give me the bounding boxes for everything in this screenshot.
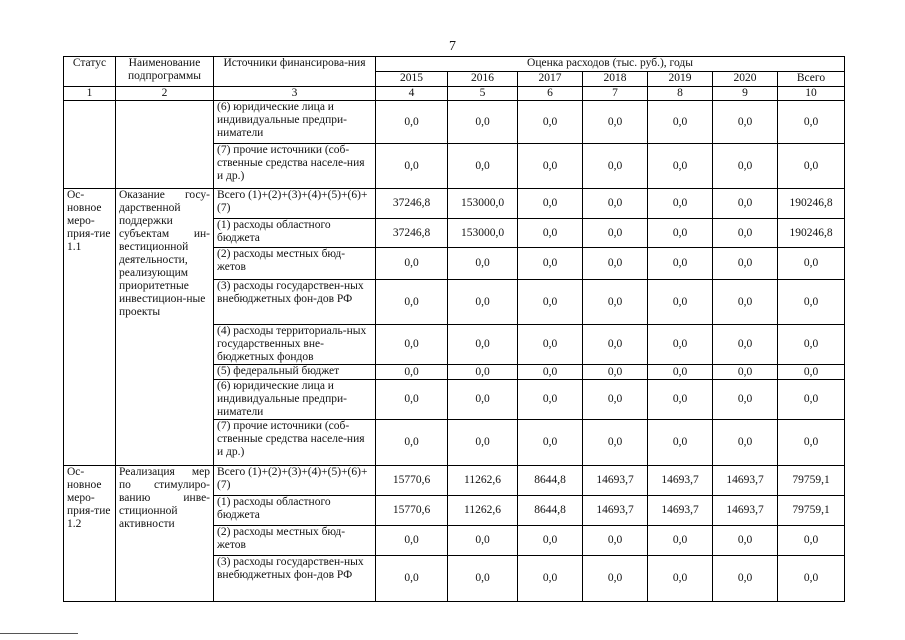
column-numbers-row xyxy=(64,87,845,101)
col-number: 1 xyxy=(64,87,116,101)
year-value-cell: 0,0 xyxy=(376,248,448,280)
funding-source-cell: (4) расходы территориаль-ных государственных вне-бюджетных фондов xyxy=(214,325,376,365)
year-value-cell: 0,0 xyxy=(583,248,648,280)
header-sources: Источники финансирова-ния xyxy=(214,57,376,87)
header-year: 2015 xyxy=(376,72,448,87)
status-cell xyxy=(64,101,116,189)
year-value-cell: 0,0 xyxy=(448,325,518,365)
year-value-cell: 0,0 xyxy=(713,189,778,219)
year-value-cell: 0,0 xyxy=(713,325,778,365)
total-value-cell: 190246,8 xyxy=(778,219,845,248)
year-value-cell: 0,0 xyxy=(713,420,778,466)
year-value-cell: 0,0 xyxy=(376,526,448,556)
year-value-cell: 0,0 xyxy=(648,556,713,602)
year-value-cell: 0,0 xyxy=(713,280,778,325)
year-value-cell: 15770,6 xyxy=(376,496,448,526)
header-estimate: Оценка расходов (тыс. руб.), годы xyxy=(376,57,845,72)
year-value-cell: 153000,0 xyxy=(448,189,518,219)
year-value-cell: 0,0 xyxy=(648,248,713,280)
header-year: 2018 xyxy=(583,72,648,87)
col-number: 8 xyxy=(648,87,713,101)
year-value-cell: 0,0 xyxy=(713,380,778,420)
header-year: 2020 xyxy=(713,72,778,87)
year-value-cell: 0,0 xyxy=(648,325,713,365)
col-number: 7 xyxy=(583,87,648,101)
year-value-cell: 0,0 xyxy=(518,144,583,189)
table-row xyxy=(64,101,845,144)
funding-source-cell: (1) расходы областного бюджета xyxy=(214,219,376,248)
year-value-cell: 0,0 xyxy=(376,420,448,466)
year-value-cell: 14693,7 xyxy=(583,496,648,526)
status-cell: Ос-новное меро-прия-тие 1.2 xyxy=(64,466,116,602)
year-value-cell: 8644,8 xyxy=(518,496,583,526)
col-number: 6 xyxy=(518,87,583,101)
year-value-cell: 0,0 xyxy=(648,189,713,219)
year-value-cell: 0,0 xyxy=(376,380,448,420)
funding-source-cell: (1) расходы областного бюджета xyxy=(214,496,376,526)
year-value-cell: 0,0 xyxy=(648,280,713,325)
funding-source-cell: (6) юридические лица и индивидуальные предпри-ниматели xyxy=(214,101,376,144)
col-number: 5 xyxy=(448,87,518,101)
status-cell: Ос-новное меро-прия-тие 1.1 xyxy=(64,189,116,466)
table-row xyxy=(64,189,845,219)
col-number: 9 xyxy=(713,87,778,101)
year-value-cell: 0,0 xyxy=(448,380,518,420)
total-value-cell: 0,0 xyxy=(778,365,845,380)
subprogram-name-cell: Оказание госу-дарственной поддержки субъектам ин-вестиционной деятельности, реализующим приоритетные инвестицион-ные проекты xyxy=(116,189,214,466)
year-value-cell: 0,0 xyxy=(448,248,518,280)
year-value-cell: 0,0 xyxy=(583,189,648,219)
header-total: Всего xyxy=(778,72,845,87)
year-value-cell: 0,0 xyxy=(448,365,518,380)
funding-source-cell: (3) расходы государствен-ных внебюджетных фон-дов РФ xyxy=(214,556,376,602)
total-value-cell: 190246,8 xyxy=(778,189,845,219)
funding-source-cell: Всего (1)+(2)+(3)+(4)+(5)+(6)+(7) xyxy=(214,466,376,496)
subprogram-name-cell: Реализация мер по стимулиро-ванию инве-стиционной активности xyxy=(116,466,214,602)
year-value-cell: 0,0 xyxy=(448,144,518,189)
budget-table xyxy=(63,56,845,602)
year-value-cell: 0,0 xyxy=(518,556,583,602)
year-value-cell: 0,0 xyxy=(583,420,648,466)
funding-source-cell: (7) прочие источники (соб-ственные средства населе-ния и др.) xyxy=(214,144,376,189)
year-value-cell: 0,0 xyxy=(448,280,518,325)
year-value-cell: 0,0 xyxy=(518,325,583,365)
year-value-cell: 14693,7 xyxy=(648,496,713,526)
year-value-cell: 0,0 xyxy=(518,526,583,556)
header-status: Статус xyxy=(64,57,116,87)
col-number: 2 xyxy=(116,87,214,101)
year-value-cell: 0,0 xyxy=(448,526,518,556)
year-value-cell: 0,0 xyxy=(448,101,518,144)
year-value-cell: 37246,8 xyxy=(376,219,448,248)
total-value-cell: 0,0 xyxy=(778,526,845,556)
footnote-divider xyxy=(0,633,78,634)
year-value-cell: 0,0 xyxy=(648,219,713,248)
year-value-cell: 11262,6 xyxy=(448,496,518,526)
year-value-cell: 0,0 xyxy=(518,219,583,248)
year-value-cell: 37246,8 xyxy=(376,189,448,219)
year-value-cell: 0,0 xyxy=(518,380,583,420)
year-value-cell: 14693,7 xyxy=(713,466,778,496)
header-year: 2019 xyxy=(648,72,713,87)
year-value-cell: 153000,0 xyxy=(448,219,518,248)
year-value-cell: 0,0 xyxy=(518,280,583,325)
year-value-cell: 0,0 xyxy=(376,556,448,602)
year-value-cell: 0,0 xyxy=(713,556,778,602)
year-value-cell: 0,0 xyxy=(583,144,648,189)
year-value-cell: 0,0 xyxy=(583,365,648,380)
total-value-cell: 0,0 xyxy=(778,280,845,325)
funding-source-cell: (5) федеральный бюджет xyxy=(214,365,376,380)
year-value-cell: 0,0 xyxy=(713,365,778,380)
col-number: 10 xyxy=(778,87,845,101)
funding-source-cell: (7) прочие источники (соб-ственные средства населе-ния и др.) xyxy=(214,420,376,466)
year-value-cell: 0,0 xyxy=(713,101,778,144)
table-row xyxy=(64,466,845,496)
funding-source-cell: (2) расходы местных бюд-жетов xyxy=(214,526,376,556)
total-value-cell: 0,0 xyxy=(778,144,845,189)
total-value-cell: 79759,1 xyxy=(778,496,845,526)
year-value-cell: 0,0 xyxy=(518,248,583,280)
total-value-cell: 0,0 xyxy=(778,248,845,280)
year-value-cell: 0,0 xyxy=(583,556,648,602)
funding-source-cell: (2) расходы местных бюд-жетов xyxy=(214,248,376,280)
year-value-cell: 8644,8 xyxy=(518,466,583,496)
year-value-cell: 0,0 xyxy=(376,101,448,144)
year-value-cell: 0,0 xyxy=(648,420,713,466)
total-value-cell: 0,0 xyxy=(778,325,845,365)
year-value-cell: 11262,6 xyxy=(448,466,518,496)
year-value-cell: 14693,7 xyxy=(713,496,778,526)
year-value-cell: 0,0 xyxy=(448,420,518,466)
year-value-cell: 15770,6 xyxy=(376,466,448,496)
year-value-cell: 0,0 xyxy=(648,365,713,380)
header-row xyxy=(64,57,845,72)
year-value-cell: 0,0 xyxy=(713,526,778,556)
year-value-cell: 0,0 xyxy=(648,101,713,144)
total-value-cell: 79759,1 xyxy=(778,466,845,496)
header-name: Наименование подпрограммы xyxy=(116,57,214,87)
year-value-cell: 0,0 xyxy=(518,101,583,144)
header-year: 2017 xyxy=(518,72,583,87)
total-value-cell: 0,0 xyxy=(778,380,845,420)
year-value-cell: 0,0 xyxy=(376,280,448,325)
year-value-cell: 14693,7 xyxy=(583,466,648,496)
year-value-cell: 0,0 xyxy=(448,556,518,602)
funding-source-cell: Всего (1)+(2)+(3)+(4)+(5)+(6)+(7) xyxy=(214,189,376,219)
year-value-cell: 14693,7 xyxy=(648,466,713,496)
year-value-cell: 0,0 xyxy=(583,526,648,556)
total-value-cell: 0,0 xyxy=(778,101,845,144)
year-value-cell: 0,0 xyxy=(583,280,648,325)
funding-source-cell: (3) расходы государствен-ных внебюджетных фон-дов РФ xyxy=(214,280,376,325)
year-value-cell: 0,0 xyxy=(518,189,583,219)
year-value-cell: 0,0 xyxy=(583,325,648,365)
year-value-cell: 0,0 xyxy=(713,219,778,248)
year-value-cell: 0,0 xyxy=(648,144,713,189)
funding-source-cell: (6) юридические лица и индивидуальные предпри-ниматели xyxy=(214,380,376,420)
year-value-cell: 0,0 xyxy=(518,365,583,380)
year-value-cell: 0,0 xyxy=(518,420,583,466)
page-number: 7 xyxy=(449,39,456,54)
year-value-cell: 0,0 xyxy=(648,380,713,420)
year-value-cell: 0,0 xyxy=(583,101,648,144)
year-value-cell: 0,0 xyxy=(583,219,648,248)
year-value-cell: 0,0 xyxy=(376,365,448,380)
year-value-cell: 0,0 xyxy=(376,325,448,365)
year-value-cell: 0,0 xyxy=(376,144,448,189)
year-value-cell: 0,0 xyxy=(713,144,778,189)
total-value-cell: 0,0 xyxy=(778,556,845,602)
subprogram-name-cell xyxy=(116,101,214,189)
year-value-cell: 0,0 xyxy=(648,526,713,556)
year-value-cell: 0,0 xyxy=(583,380,648,420)
col-number: 4 xyxy=(376,87,448,101)
year-value-cell: 0,0 xyxy=(713,248,778,280)
total-value-cell: 0,0 xyxy=(778,420,845,466)
header-year: 2016 xyxy=(448,72,518,87)
col-number: 3 xyxy=(214,87,376,101)
